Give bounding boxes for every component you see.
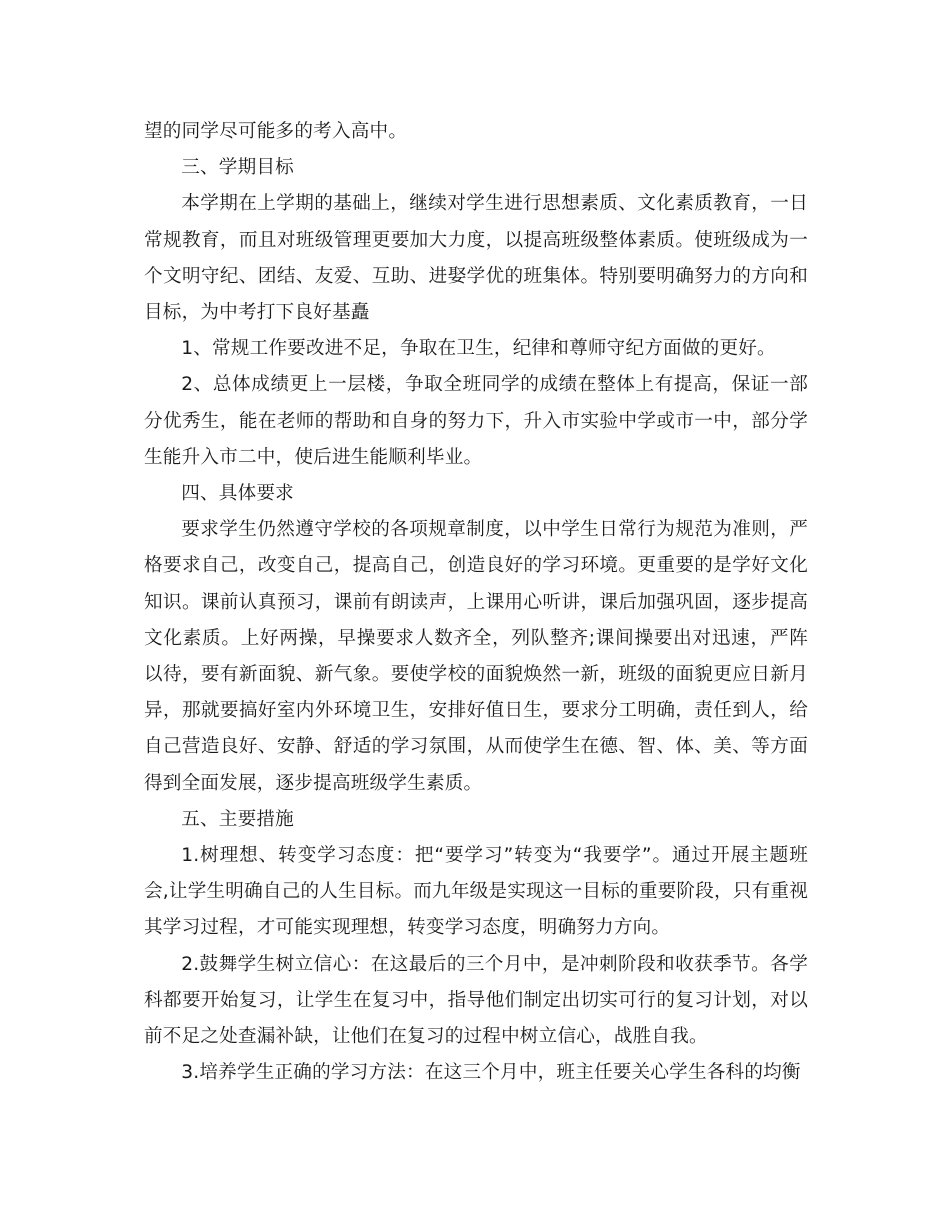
body-paragraph: 3.培养学生正确的学习方法：在这三个月中，班主任要关心学生各科的均衡 [181, 1062, 801, 1084]
section-heading-measures: 五、主要措施 [181, 808, 294, 830]
body-paragraph: 2.鼓舞学生树立信心：在这最后的三个月中，是冲刺阶段和收获季节。各学科都要开始复习，让学生在复习中，指导他们制定出切实可行的复习计划，对以前不足之处查漏补缺，让他们在复习的过程中树立信心，战胜自我。 [144, 953, 808, 1048]
body-paragraph: 2、总体成绩更上一层楼，争取全班同学的成绩在整体上有提高，保证一部分优秀生，能在老师的帮助和自身的努力下，升入市实验中学或市一中，部分学生能升入市二中，使后进生能顺利毕业。 [144, 374, 808, 468]
document-body [144, 114, 808, 1091]
section-heading-term-goals: 三、学期目标 [181, 157, 294, 179]
body-paragraph: 1、常规工作要改进不足，争取在卫生，纪律和尊师守纪方面做的更好。 [181, 338, 776, 360]
body-paragraph: 要求学生仍然遵守学校的各项规章制度，以中学生日常行为规范为准则，严格要求自己，改变自己，提高自己，创造良好的学习环境。更重要的是学好文化知识。课前认真预习，课前有朗读声，上课用心听讲，课后加强巩固，逐步提高文化素质。上好两操，早操要求人数齐全，列队整齐;课间操要出对迅速，严阵以待，要有新面貌、新气象。要使学校的面貌焕然一新，班级的面貌更应日新月异，那就要搞好室内外环境卫生，安排好值日生，要求分工明确，责任到人，给自己营造良好、安静、舒适的学习氛围，从而使学生在德、智、体、美、等方面得到全面发展，逐步提高班级学生素质。 [144, 519, 808, 794]
body-paragraph: 本学期在上学期的基础上，继续对学生进行思想素质、文化素质教育，一日常规教育，而且对班级管理更要加大力度，以提高班级整体素质。使班级成为一个文明守纪、团结、友爱、互助、进娶学优的班集体。特别要明确努力的方向和目标，为中考打下良好基矗 [144, 193, 808, 324]
continuation-paragraph: 望的同学尽可能多的考入高中。 [144, 121, 408, 142]
section-heading-requirements: 四、具体要求 [181, 483, 294, 505]
body-paragraph: 1.树理想、转变学习态度：把“要学习”转变为“我要学”。通过开展主题班会,让学生明确自己的人生目标。而九年级是实现这一目标的重要阶段，只有重视其学习过程，才可能实现理想，转变学习态度，明确努力方向。 [144, 845, 808, 939]
